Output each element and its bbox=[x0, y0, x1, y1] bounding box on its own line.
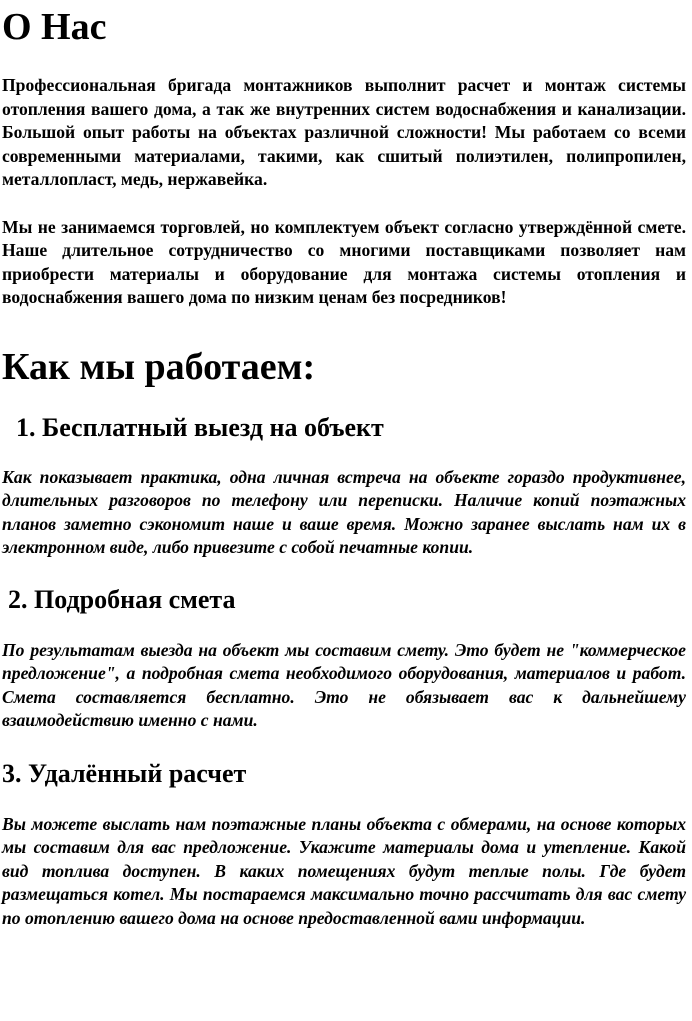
step-1-text: Как показывает практика, одна личная встреча на объекте гораздо продуктивнее, длительных разговоров по телефону или переписки. Наличие копий поэтажных планов заметно сэкономит наше и ваше время. Можно заранее выслать нам их в электронном виде, либо привезите с собой печатные копии. bbox=[2, 466, 686, 557]
step-2-title: 2. Подробная смета bbox=[8, 584, 236, 614]
about-paragraph-1: Профессиональная бригада монтажников выполнит расчет и монтаж системы отопления вашего дома, а так же внутренних систем водоснабжения и канализации. Большой опыт работы на объектах различной сложности! Мы работаем со всеми современными материалами, такими, как сшитый полиэтилен, полипропилен, металлопласт, медь, нержавейка. bbox=[2, 75, 686, 189]
step-3-title: 3. Удалённый расчет bbox=[2, 758, 247, 788]
step-1-title: 1. Бесплатный выезд на объект bbox=[16, 412, 384, 442]
about-paragraph-2: Мы не занимаемся торговлей, но комплектуем объект согласно утверждённой смете. Наше длительное сотрудничество со многими поставщиками позволяет нам приобрести материалы и оборудование для монтажа системы отопления и водоснабжения вашего дома по низким ценам без посредников! bbox=[2, 216, 686, 307]
how-we-work-title: Как мы работаем: bbox=[2, 345, 316, 388]
about-title: О Нас bbox=[2, 6, 107, 48]
step-2-text: По результатам выезда на объект мы составим смету. Это будет не "коммерческое предложение", а подробная смета необходимого оборудования, материалов и работ. Смета составляется бесплатно. Это не обязывает вас к дальнейшему взаимодействию именно с нами. bbox=[2, 639, 686, 730]
step-3-text: Вы можете выслать нам поэтажные планы объекта с обмерами, на основе которых мы составим для вас предложение. Укажите материалы дома и утепление. Какой вид топлива доступен. В каких помещениях будут теплые полы. Где будет размещаться котел. Мы постараемся максимально точно рассчитать для вас смету по отоплению вашего дома на основе предоставленной вами информации. bbox=[2, 813, 686, 928]
